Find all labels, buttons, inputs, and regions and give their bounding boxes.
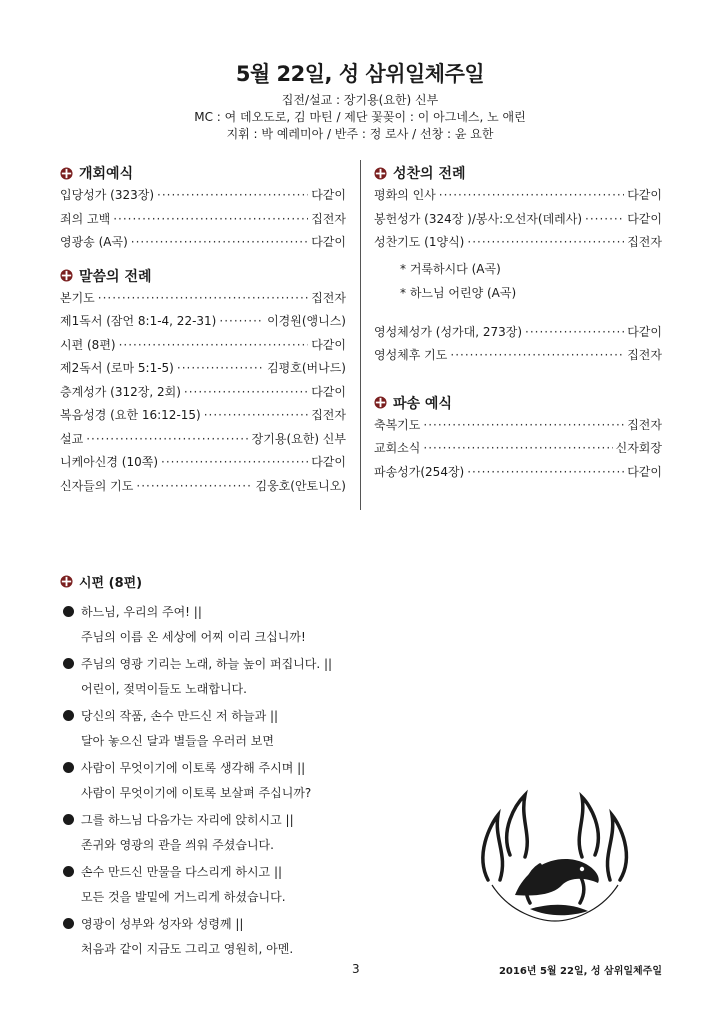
- verse-line: 하느님, 우리의 주여! ||: [81, 604, 202, 619]
- row-value: 다같이: [311, 384, 346, 399]
- dove-flame-illustration: [470, 785, 640, 925]
- row-value: 다같이: [311, 188, 346, 202]
- liturgy-row: [60, 477, 346, 501]
- leader-dots: [423, 418, 624, 432]
- liturgy-row: [60, 383, 346, 407]
- section-heading-psalm: [60, 568, 480, 594]
- verse-response: 주님의 이름 온 세상에 어찌 이리 크십니까!: [81, 630, 306, 644]
- cross-in-circle-icon: [374, 167, 387, 180]
- section-heading-opening: [60, 160, 346, 186]
- row-value: 다같이: [627, 464, 662, 479]
- bullet-icon: [63, 606, 74, 617]
- cross-in-circle-icon: [60, 575, 73, 588]
- leader-dots: [467, 235, 624, 249]
- verse-line: 영광이 성부와 성자와 성령께 ||: [81, 916, 244, 931]
- liturgy-row: [60, 233, 346, 257]
- liturgy-row: [374, 186, 662, 210]
- leader-dots: [98, 291, 308, 305]
- leader-dots: [161, 455, 308, 469]
- liturgy-row: [60, 453, 346, 477]
- page-number: 3: [352, 962, 360, 976]
- liturgy-row: [374, 323, 662, 347]
- bullet-icon: [63, 866, 74, 877]
- row-label: 평화의 인사: [374, 188, 436, 202]
- verse-response: 모든 것을 발밑에 거느리게 하셨습니다.: [81, 890, 286, 904]
- verse-response: 달아 놓으신 달과 별들을 우러러 보면: [81, 734, 274, 748]
- footer-date: 2016년 5월 22일, 성 삼위일체주일: [498, 966, 662, 977]
- leader-dots: [585, 212, 624, 226]
- row-label: 설교: [60, 431, 84, 446]
- psalm-verse: [60, 754, 480, 806]
- psalm-verse: [60, 858, 480, 910]
- verse-line: 사람이 무엇이기에 이토록 생각해 주시며 ||: [81, 760, 306, 775]
- row-value: 다같이: [311, 235, 346, 249]
- section-title: 파송 예식: [393, 395, 452, 412]
- psalm-verse: [60, 650, 480, 702]
- leader-dots: [157, 188, 308, 202]
- liturgy-row: [60, 336, 346, 360]
- verse-response: 처음과 같이 지금도 그리고 영원히, 아멘.: [81, 942, 294, 956]
- row-value: 다같이: [627, 211, 662, 226]
- leader-dots: [177, 361, 264, 375]
- row-value: 다같이: [627, 188, 662, 202]
- liturgy-row: [374, 346, 662, 370]
- section-heading-dismissal: [374, 390, 662, 416]
- psalm-verse: [60, 910, 480, 962]
- row-label: 파송성가(254장): [374, 464, 465, 479]
- row-label: 봉헌성가 (324장 )/봉사:오선자(데레사): [374, 211, 583, 226]
- row-label: 층계성가 (312장, 2회): [60, 384, 181, 399]
- liturgy-row: [374, 416, 662, 440]
- leader-dots: [450, 348, 624, 362]
- row-label: 복음성경 (요한 16:12-15): [60, 408, 201, 422]
- row-value: 집전자: [311, 408, 346, 422]
- liturgy-row: [60, 210, 346, 234]
- row-value: 집전자: [311, 290, 346, 305]
- verse-response: 존귀와 영광의 관을 씌워 주셨습니다.: [81, 838, 274, 852]
- row-value: 집전자: [627, 235, 662, 249]
- liturgy-row: [60, 186, 346, 210]
- cross-in-circle-icon: [374, 396, 387, 409]
- row-value: 집전자: [627, 417, 662, 432]
- leader-dots: [131, 235, 308, 249]
- page-title: 5월 22일, 성 삼위일체주일: [235, 62, 485, 86]
- row-label: 축복기도: [374, 417, 421, 432]
- liturgy-row: [60, 312, 346, 336]
- section-heading-word: [60, 263, 346, 289]
- row-value: 이경원(앵니스): [267, 314, 346, 328]
- right-column: [374, 160, 662, 486]
- liturgy-row: [374, 210, 662, 234]
- row-value: 김웅호(안토니오): [255, 478, 346, 493]
- leader-dots: [184, 385, 308, 399]
- row-value: 다같이: [627, 324, 662, 339]
- liturgy-row: [60, 289, 346, 313]
- row-label: 교회소식: [374, 441, 421, 455]
- sub-item: * 하느님 어린양 (A곡): [400, 286, 517, 300]
- column-divider: [360, 160, 361, 510]
- bullet-icon: [63, 762, 74, 773]
- row-value: 김평호(버나드): [267, 361, 346, 375]
- row-value: 다같이: [311, 337, 346, 352]
- section-title: 말씀의 전례: [79, 268, 152, 285]
- row-label: 시편 (8편): [60, 337, 116, 352]
- leader-dots: [525, 325, 624, 339]
- verse-line: 주님의 영광 기리는 노래, 하늘 높이 퍼집니다. ||: [81, 656, 333, 671]
- row-label: 제1독서 (잠언 8:1-4, 22-31): [60, 314, 217, 328]
- sub-item: * 거룩하시다 (A곡): [400, 262, 501, 276]
- cross-in-circle-icon: [60, 269, 73, 282]
- verse-line: 당신의 작품, 손수 만드신 저 하늘과 ||: [81, 708, 279, 723]
- leader-dots: [119, 338, 309, 352]
- psalm-verse: [60, 598, 480, 650]
- credits-block: [0, 92, 720, 143]
- section-heading-eucharist: [374, 160, 662, 186]
- row-label: 성찬기도 (1양식): [374, 235, 465, 249]
- leader-dots: [204, 408, 308, 422]
- row-label: 영성체후 기도: [374, 348, 448, 362]
- row-value: 장기용(요한) 신부: [251, 431, 346, 446]
- liturgy-row: [60, 430, 346, 454]
- psalm-verse: [60, 702, 480, 754]
- leader-dots: [439, 188, 624, 202]
- row-label: 니케아신경 (10쪽): [60, 455, 158, 469]
- row-label: 영성체성가 (성가대, 273장): [374, 324, 523, 339]
- liturgy-row: [374, 439, 662, 463]
- bullet-icon: [63, 814, 74, 825]
- leader-dots: [136, 479, 252, 493]
- row-label: 입당성가 (323장): [60, 188, 155, 202]
- liturgy-row: [60, 406, 346, 430]
- row-value: 집전자: [311, 211, 346, 226]
- credits-line: 지휘 : 박 예레미아 / 반주 : 정 로사 / 선창 : 윤 요한: [226, 127, 494, 141]
- leader-dots: [467, 465, 624, 479]
- leader-dots: [86, 432, 248, 446]
- verse-response: 사람이 무엇이기에 이토록 보살펴 주십니까?: [81, 786, 312, 800]
- section-title: 개회예식: [79, 166, 134, 182]
- row-value: 신자회장: [615, 441, 662, 455]
- credits-line: MC : 여 데오도로, 김 마틴 / 제단 꽃꽂이 : 이 아그네스, 노 애린: [194, 110, 526, 124]
- row-label: 제2독서 (로마 5:1-5): [60, 361, 174, 375]
- credits-line: 집전/설교 : 장기용(요한) 신부: [281, 93, 439, 107]
- verse-line: 그를 하느님 다음가는 자리에 앉히시고 ||: [81, 812, 294, 827]
- row-value: 다같이: [311, 455, 346, 469]
- section-title: 시편 (8편): [79, 575, 143, 591]
- bullet-icon: [63, 658, 74, 669]
- row-label: 죄의 고백: [60, 211, 111, 226]
- verse-line: 손수 만드신 만물을 다스리게 하시고 ||: [81, 864, 283, 879]
- leader-dots: [219, 314, 264, 328]
- bullet-icon: [63, 710, 74, 721]
- liturgy-row: [374, 233, 662, 257]
- left-column: [60, 160, 346, 500]
- verse-response: 어린이, 젖먹이들도 노래합니다.: [81, 682, 247, 696]
- leader-dots: [113, 212, 308, 226]
- psalm-section: [60, 568, 480, 962]
- leader-dots: [423, 441, 612, 455]
- row-label: 신자들의 기도: [60, 478, 134, 493]
- liturgy-row: [374, 463, 662, 487]
- section-title: 성찬의 전례: [393, 166, 466, 182]
- liturgy-row: [60, 359, 346, 383]
- row-label: 본기도: [60, 290, 95, 305]
- psalm-verse: [60, 806, 480, 858]
- cross-in-circle-icon: [60, 167, 73, 180]
- row-value: 집전자: [627, 348, 662, 362]
- bullet-icon: [63, 918, 74, 929]
- row-label: 영광송 (A곡): [60, 235, 128, 249]
